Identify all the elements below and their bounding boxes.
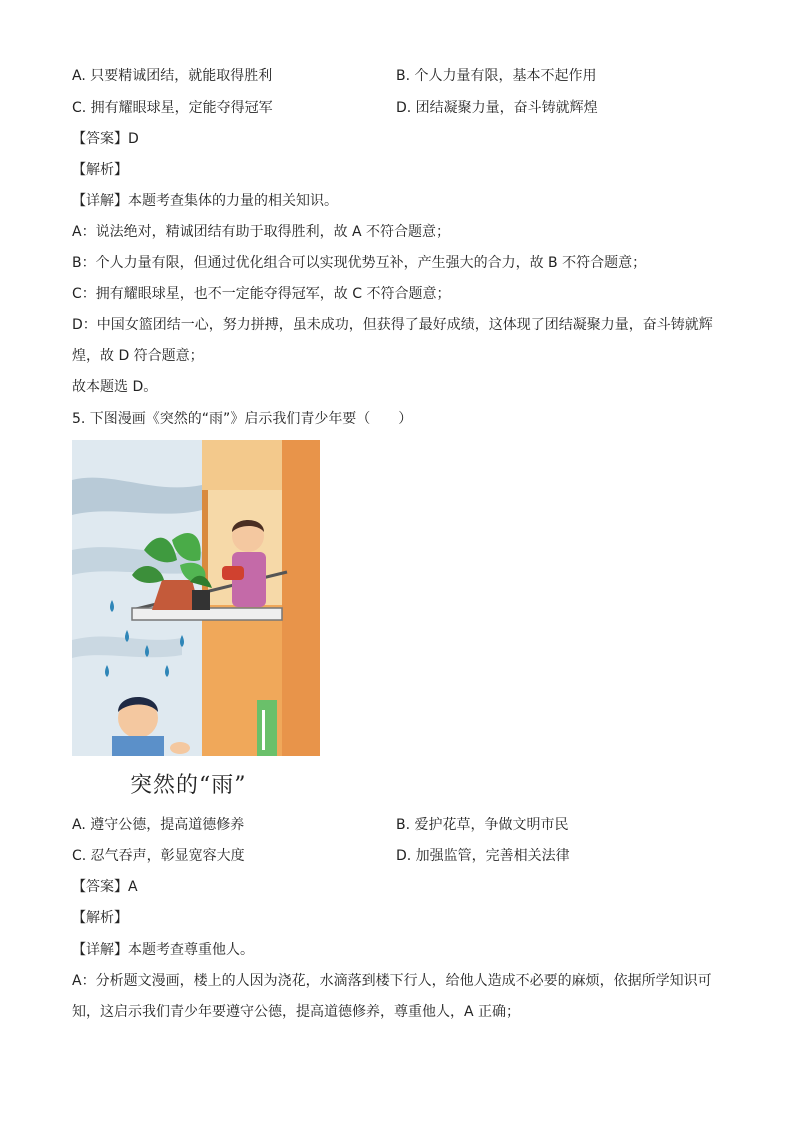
answer-label: 【答案】D — [72, 131, 139, 147]
option-d: D. 团结凝聚力量，奋斗铸就辉煌 — [396, 100, 598, 116]
analysis-label: 【解析】 — [72, 162, 128, 178]
option-c: C. 拥有耀眼球星，定能夺得冠军 — [72, 100, 273, 116]
option-a: A. 只要精诚团结，就能取得胜利 — [72, 68, 273, 84]
explanation-a-cont: 知，这启示我们青少年要遵守公德，提高道德修养，尊重他人，A 正确； — [72, 1004, 521, 1020]
detail-text: 【详解】本题考查尊重他人。 — [72, 942, 254, 958]
option-d: D. 加强监管，完善相关法律 — [396, 848, 570, 864]
comic-illustration — [72, 440, 320, 756]
answer-label: 【答案】A — [72, 879, 138, 895]
explanation-d-cont: 煌，故 D 符合题意； — [72, 348, 204, 364]
conclusion-text: 故本题选 D。 — [72, 379, 158, 395]
option-b: B. 爱护花草，争做文明市民 — [396, 817, 569, 833]
option-a: A. 遵守公德，提高道德修养 — [72, 817, 245, 833]
detail-text: 【详解】本题考查集体的力量的相关知识。 — [72, 193, 338, 209]
option-c: C. 忍气吞声，彰显宽容大度 — [72, 848, 245, 864]
question-stem: 5. 下图漫画《突然的“雨”》启示我们青少年要（ ） — [72, 411, 413, 427]
explanation-a: A：说法绝对，精诚团结有助于取得胜利，故 A 不符合题意； — [72, 224, 451, 240]
explanation-d: D：中国女篮团结一心，努力拼搏，虽未成功，但获得了最好成绩，这体现了团结凝聚力量，奋斗铸就辉 — [72, 317, 713, 333]
explanation-b: B：个人力量有限，但通过优化组合可以实现优势互补，产生强大的合力，故 B 不符合题意； — [72, 255, 647, 271]
explanation-a: A：分析题文漫画，楼上的人因为浇花，水滴落到楼下行人，给他人造成不必要的麻烦，依据所学知识可 — [72, 973, 712, 989]
explanation-c: C：拥有耀眼球星，也不一定能夺得冠军，故 C 不符合题意； — [72, 286, 451, 302]
analysis-label: 【解析】 — [72, 910, 128, 926]
comic-caption: 突然的“雨” — [130, 773, 247, 798]
option-b: B. 个人力量有限，基本不起作用 — [396, 68, 597, 84]
